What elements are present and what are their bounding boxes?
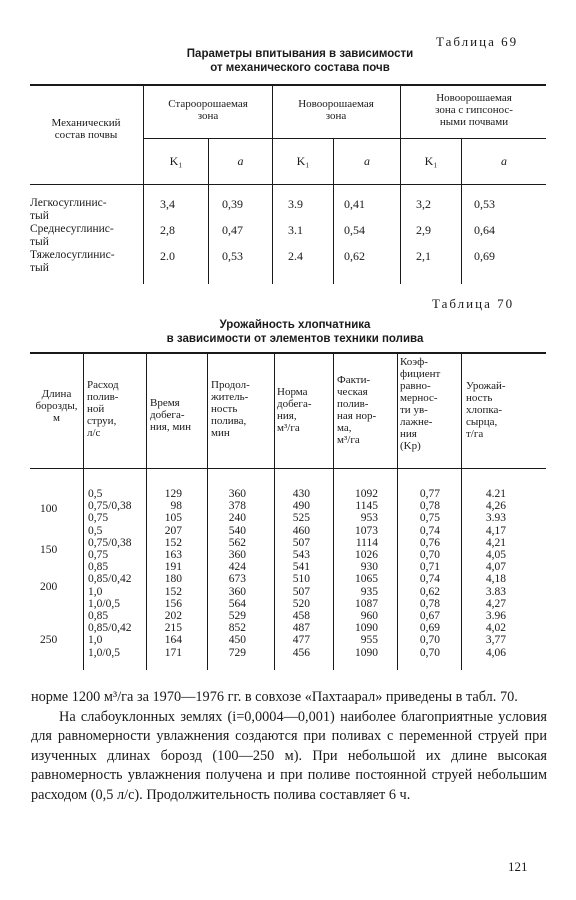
table-70-header-bottom-rule [30, 468, 546, 469]
table-70-label: Таблица 70 [432, 296, 515, 311]
column-uniformity-coef [404, 488, 440, 659]
table-cell: 1026 [355, 549, 378, 562]
body-text [31, 688, 547, 805]
header-actual-norm: Факти- ческая полив- ная нор- ма, м³/га [337, 374, 377, 446]
header-k1: K₁ [296, 154, 310, 168]
cell-value: 0,41 [344, 197, 365, 211]
table-cell: 543 [292, 549, 310, 562]
table-cell: 0,75 [419, 512, 440, 525]
cell-value: 2,1 [416, 249, 431, 263]
table-cell: 673 [228, 573, 246, 586]
row-soil-type-cont: тый [30, 210, 49, 222]
table-cell: 105 [164, 512, 182, 525]
table-cell: 4,02 [485, 622, 506, 635]
header-furrow-length: Длина борозды, м [35, 388, 78, 424]
cell-value: 2,9 [416, 223, 431, 237]
table-cell: 0,85 [88, 610, 109, 623]
table-cell: 510 [292, 573, 310, 586]
table-70-vline [274, 352, 275, 670]
table-cell: 98 [170, 500, 182, 513]
table-cell: 525 [292, 512, 310, 525]
cell-value: 0,69 [474, 249, 495, 263]
table-cell: 852 [228, 622, 246, 635]
table-cell: 1092 [355, 488, 378, 500]
table-cell: 564 [228, 597, 246, 610]
table-cell: 0,75 [88, 512, 109, 525]
table-cell: 4,06 [485, 646, 506, 659]
table-cell: 487 [292, 622, 310, 635]
page-number: 121 [508, 859, 528, 874]
table-cell: 360 [228, 549, 246, 562]
table-cell: 0,75/0,38 [88, 536, 132, 549]
table-cell: 0,69 [419, 622, 440, 635]
table-70-vline [146, 352, 147, 670]
table-cell: 1065 [355, 573, 378, 586]
cell-value: 3.1 [288, 223, 303, 237]
table-cell: 0,70 [419, 646, 440, 659]
table-cell: 1087 [355, 597, 378, 610]
row-soil-type: Легкосуглинис- [30, 197, 107, 209]
furrow-length-value: 200 [40, 581, 58, 593]
row-soil-type: Среднесуглинис- [30, 223, 114, 235]
table-cell: 450 [228, 634, 246, 647]
table-cell: 430 [292, 488, 310, 500]
header-advance-norm: Норма добега- ния, м³/га [277, 386, 312, 434]
cell-value: 0,64 [474, 223, 495, 237]
table-70-vline [83, 352, 84, 670]
table-cell: 0,75/0,38 [88, 500, 132, 513]
table-cell: 360 [228, 585, 246, 598]
table-cell: 3,77 [485, 634, 506, 647]
table-cell: 129 [164, 488, 182, 500]
header-a: a [501, 154, 507, 168]
table-cell: 0,70 [419, 549, 440, 562]
column-stream-flow [88, 488, 131, 659]
table-cell: 3.83 [485, 585, 506, 598]
table-cell: 540 [228, 524, 246, 537]
table-cell: 0,76 [419, 536, 440, 549]
cell-value: 3.9 [288, 197, 303, 211]
table-cell: 152 [164, 585, 182, 598]
row-soil-type-cont: тый [30, 262, 49, 274]
column-irrigation-duration [212, 488, 246, 659]
table-69-title-line2: от механического состава почв [210, 62, 390, 74]
table-cell: 0,5 [88, 488, 103, 500]
table-cell: 960 [360, 610, 378, 623]
table-cell: 3.96 [485, 610, 506, 623]
furrow-length-value: 100 [40, 503, 58, 515]
table-cell: 729 [228, 646, 246, 659]
table-cell: 507 [292, 536, 310, 549]
table-cell: 424 [228, 561, 246, 574]
cell-value: 0,53 [474, 197, 495, 211]
cell-value: 0,47 [222, 223, 243, 237]
furrow-length-value: 150 [40, 544, 58, 556]
table-cell: 3.93 [485, 512, 506, 525]
table-cell: 1,0 [88, 634, 103, 647]
table-cell: 163 [164, 549, 182, 562]
table-cell: 1145 [355, 500, 378, 513]
table-70-title-line2: в зависимости от элементов техники полива [166, 333, 424, 345]
header-a: a [237, 154, 244, 168]
table-cell: 460 [292, 524, 310, 537]
table-69-label: Таблица 69 [436, 34, 519, 49]
cell-value: 2.0 [160, 249, 175, 263]
cell-value: 2,8 [160, 223, 175, 237]
table-cell: 360 [228, 488, 246, 500]
table-cell: 0,67 [419, 610, 440, 623]
column-advance-time [150, 488, 182, 659]
table-cell: 541 [292, 561, 310, 574]
table-cell: 0,85 [88, 561, 109, 574]
paragraph: норме 1200 м³/га за 1970—1976 гг. в совхозе «Пахтаарал» приведены в табл. 70. [31, 689, 518, 705]
table-cell: 4,17 [485, 524, 506, 537]
cell-value: 0,39 [222, 197, 243, 211]
table-cell: 0,85/0,42 [88, 622, 132, 635]
table-70-top-rule [30, 352, 546, 354]
column-advance-norm [276, 488, 310, 659]
table-cell: 164 [164, 634, 182, 647]
table-cell: 4.21 [485, 488, 506, 500]
table-cell: 477 [292, 634, 310, 647]
table-cell: 0,75 [88, 549, 109, 562]
header-soil: Механический состав почвы [51, 117, 121, 141]
table-cell: 240 [228, 512, 246, 525]
table-cell: 4,07 [485, 561, 506, 574]
table-cell: 0,78 [419, 597, 440, 610]
table-70-vline [461, 352, 462, 670]
table-cell: 4,26 [485, 500, 506, 513]
table-cell: 458 [292, 610, 310, 623]
header-new-zone-gypsum: Новоорошаемая зона с гипсонос- ными почвами [435, 92, 513, 128]
table-cell: 4,18 [485, 573, 506, 586]
table-cell: 0,74 [419, 573, 440, 586]
paragraph: На слабоуклонных землях (i=0,0004—0,001) наиболее благоприятные условия для равномерности увлажнения создаются при поливах с переменной струей при изученных длинах борозд (100—250 м). При небольшой их длине высокая равномерность увлажнения получена и при поливе постоянной струей небольшим расходом (0,5 л/с). Продолжительность полива составляет 6 ч. [31, 708, 547, 803]
header-advance-time: Время добега- ния, мин [150, 397, 192, 433]
cell-value: 0,53 [222, 249, 243, 263]
table-cell: 202 [164, 610, 182, 623]
header-k1: K₁ [169, 154, 183, 168]
table-70-vline [207, 352, 208, 670]
table-cell: 490 [292, 500, 310, 513]
table-cell: 156 [164, 597, 182, 610]
table-cell: 215 [164, 622, 182, 635]
column-cotton-yield [470, 488, 506, 659]
table-cell: 191 [164, 561, 182, 574]
table-cell: 4,21 [485, 536, 506, 549]
header-stream-flow: Расход полив- ной струи, л/с [87, 379, 119, 439]
table-cell: 953 [360, 512, 378, 525]
table-cell: 0,5 [88, 524, 103, 537]
table-cell: 0,71 [419, 561, 440, 574]
header-cotton-yield: Урожай- ность хлопка- сырца, т/га [466, 380, 506, 440]
table-cell: 4,27 [485, 597, 506, 610]
header-irrigation-duration: Продол- житель- ность полива, мин [211, 379, 250, 439]
table-cell: 0,78 [419, 500, 440, 513]
column-actual-norm [338, 488, 378, 659]
table-cell: 180 [164, 573, 182, 586]
cell-value: 3,4 [160, 197, 175, 211]
table-cell: 955 [360, 634, 378, 647]
header-old-irrigated-zone: Староорошаемая зона [168, 98, 248, 122]
cell-value: 3,2 [416, 197, 431, 211]
table-69-title-line1: Параметры впитывания в зависимости [186, 48, 414, 60]
header-uniformity-coef: Коэф- фициент равно- мернос- ти ув- лажне- ния (Kр) [400, 356, 441, 452]
table-cell: 529 [228, 610, 246, 623]
cell-value: 0,62 [344, 249, 365, 263]
table-cell: 562 [228, 536, 246, 549]
table-cell: 930 [360, 561, 378, 574]
table-cell: 152 [164, 536, 182, 549]
table-cell: 4,05 [485, 549, 506, 562]
table-cell: 1,0/0,5 [88, 646, 120, 659]
row-soil-type: Тяжелосуглинис- [30, 249, 115, 261]
table-cell: 0,70 [419, 634, 440, 647]
table-cell: 507 [292, 585, 310, 598]
table-70-title-line1: Урожайность хлопчатника [219, 319, 371, 331]
cell-value: 0,54 [344, 223, 365, 237]
table-70-vline [333, 352, 334, 670]
table-cell: 0,62 [419, 585, 440, 598]
table-cell: 207 [164, 524, 182, 537]
table-cell: 1114 [355, 536, 378, 549]
header-new-irrigated-zone: Новоорошаемая зона [298, 98, 374, 122]
table-cell: 1,0 [88, 585, 103, 598]
table-cell: 1090 [355, 646, 378, 659]
header-k1: K₁ [424, 154, 438, 168]
cell-value: 2.4 [288, 249, 303, 263]
row-soil-type-cont: тый [30, 236, 49, 248]
table-cell: 1090 [355, 622, 378, 635]
table-cell: 378 [228, 500, 246, 513]
table-cell: 1,0/0,5 [88, 597, 120, 610]
header-a: a [364, 154, 370, 168]
table-cell: 0,85/0,42 [88, 573, 132, 586]
table-cell: 171 [164, 646, 182, 659]
table-cell: 935 [360, 585, 378, 598]
table-cell: 1073 [355, 524, 378, 537]
furrow-length-value: 250 [40, 634, 58, 646]
table-cell: 0,74 [419, 524, 440, 537]
table-cell: 520 [292, 597, 310, 610]
table-70-vline [397, 352, 398, 670]
table-cell: 456 [292, 646, 310, 659]
table-cell: 0,77 [419, 488, 440, 500]
